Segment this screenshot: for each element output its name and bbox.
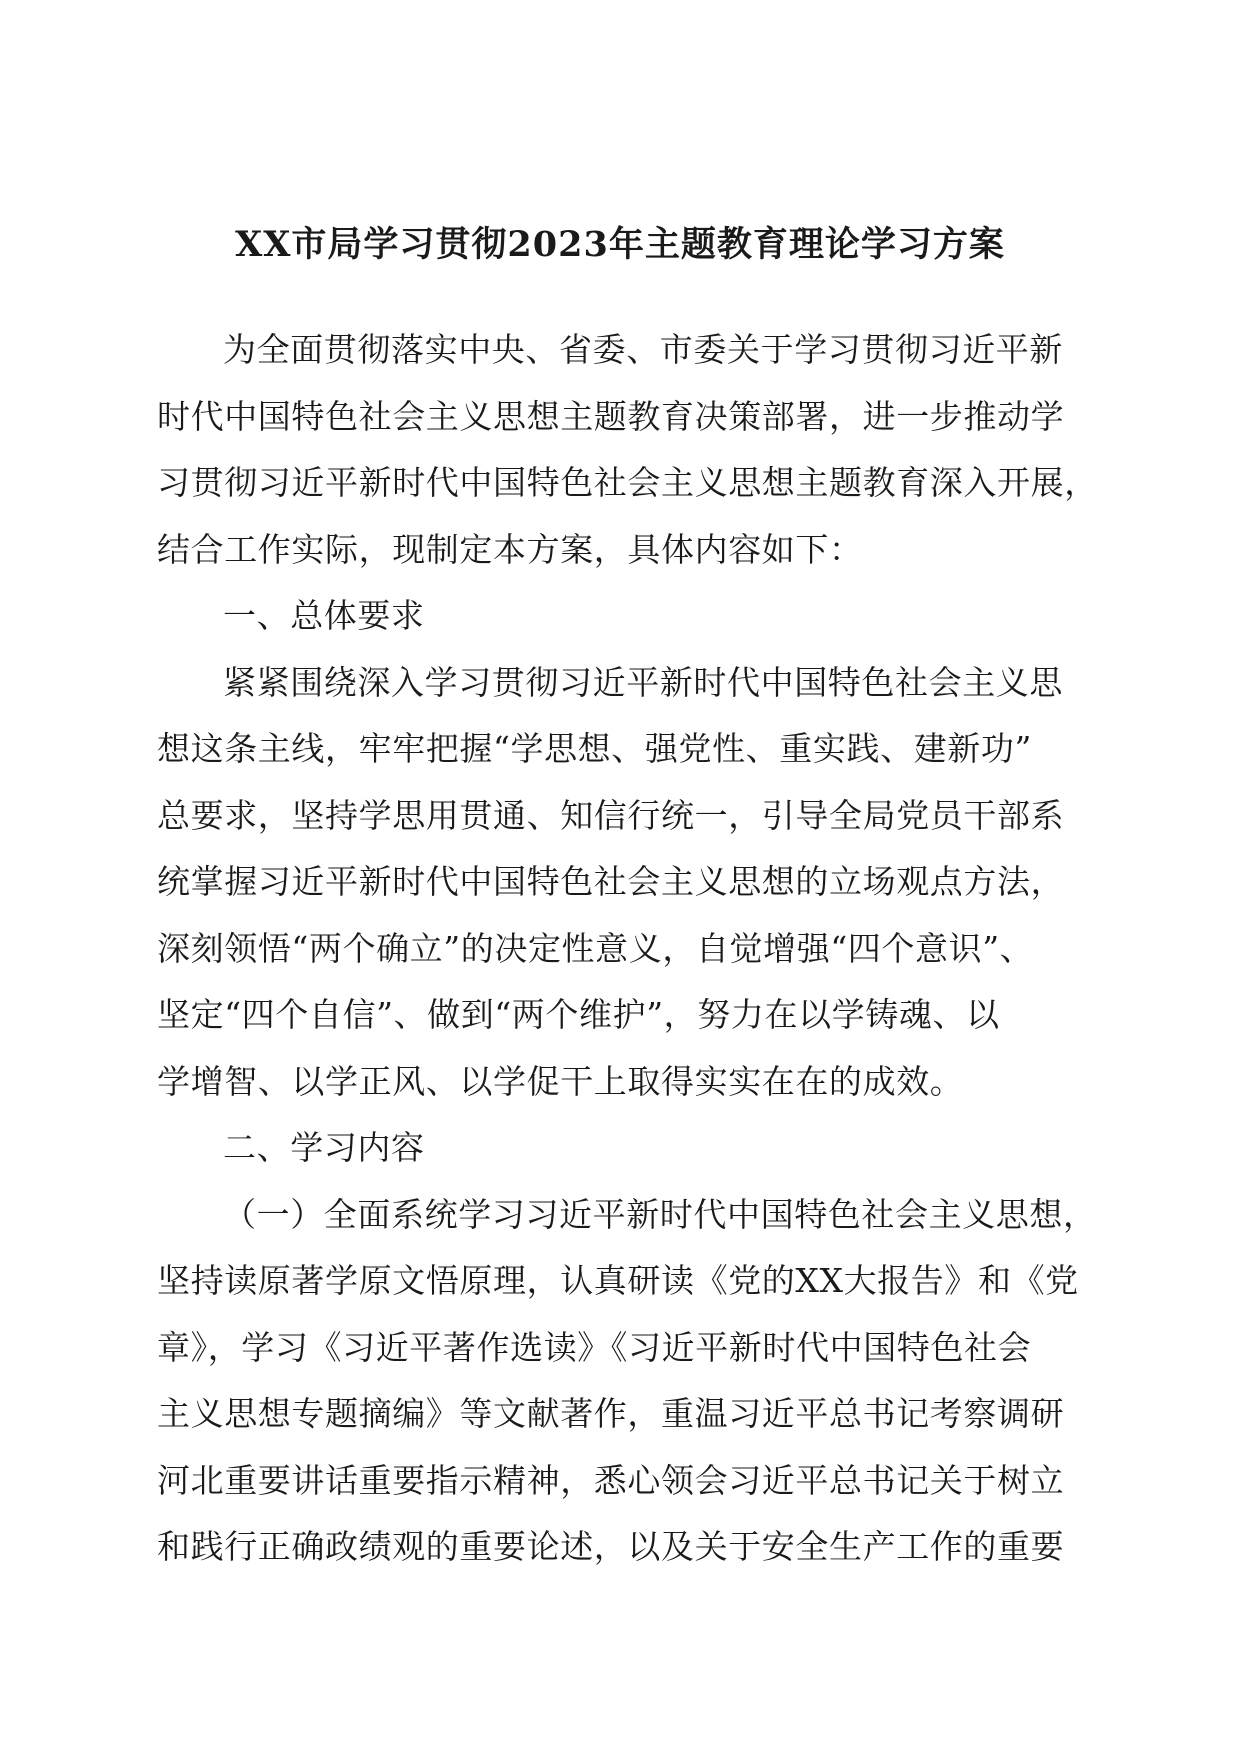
section-heading: 一、总体要求	[223, 596, 425, 635]
body-line: 时代中国特色社会主义思想主题教育决策部署，进一步推动学	[157, 396, 1065, 436]
body-line: 习贯彻习近平新时代中国特色社会主义思想主题教育深入开展，	[157, 463, 1098, 502]
body-line: 学增智、以学正风、以学促干上取得实实在在的成效。	[157, 1061, 964, 1101]
body-line: 深刻领悟“两个确立”的决定性意义，自觉增强“四个意识”、	[157, 928, 1034, 968]
body-line: 紧紧围绕深入学习贯彻习近平新时代中国特色社会主义思	[223, 662, 1063, 702]
body-line: 结合工作实际，现制定本方案，具体内容如下：	[157, 529, 863, 569]
body-line: 和践行正确政绩观的重要论述，以及关于安全生产工作的重要	[157, 1527, 1065, 1566]
document-body	[157, 317, 1098, 1581]
body-line: 坚定“四个自信”、做到“两个维护”，努力在以学铸魂、以	[157, 995, 1000, 1034]
section-heading: 二、学习内容	[223, 1128, 425, 1167]
body-line: 为全面贯彻落实中央、省委、市委关于学习贯彻习近平新	[223, 330, 1063, 369]
body-line: 坚持读原著学原文悟原理，认真研读《党的XX大报告》和《党	[157, 1261, 1079, 1300]
body-line: 总要求，坚持学思用贯通、知信行统一，引导全局党员干部系	[157, 795, 1065, 835]
body-line: 章》，学习《习近平著作选读》《习近平新时代中国特色社会	[157, 1327, 1032, 1367]
body-line: 统掌握习近平新时代中国特色社会主义思想的立场观点方法，	[157, 862, 1065, 901]
body-line: 想这条主线，牢牢把握“学思想、强党性、重实践、建新功”	[157, 729, 1032, 768]
body-line: 河北重要讲话重要指示精神，悉心领会习近平总书记关于树立	[157, 1460, 1065, 1500]
body-line: 主义思想专题摘编》等文献著作，重温习近平总书记考察调研	[157, 1394, 1065, 1433]
body-line: （一）全面系统学习习近平新时代中国特色社会主义思想，	[223, 1194, 1097, 1234]
document-title: XX市局学习贯彻2023年主题教育理论学习方案	[235, 224, 1005, 265]
